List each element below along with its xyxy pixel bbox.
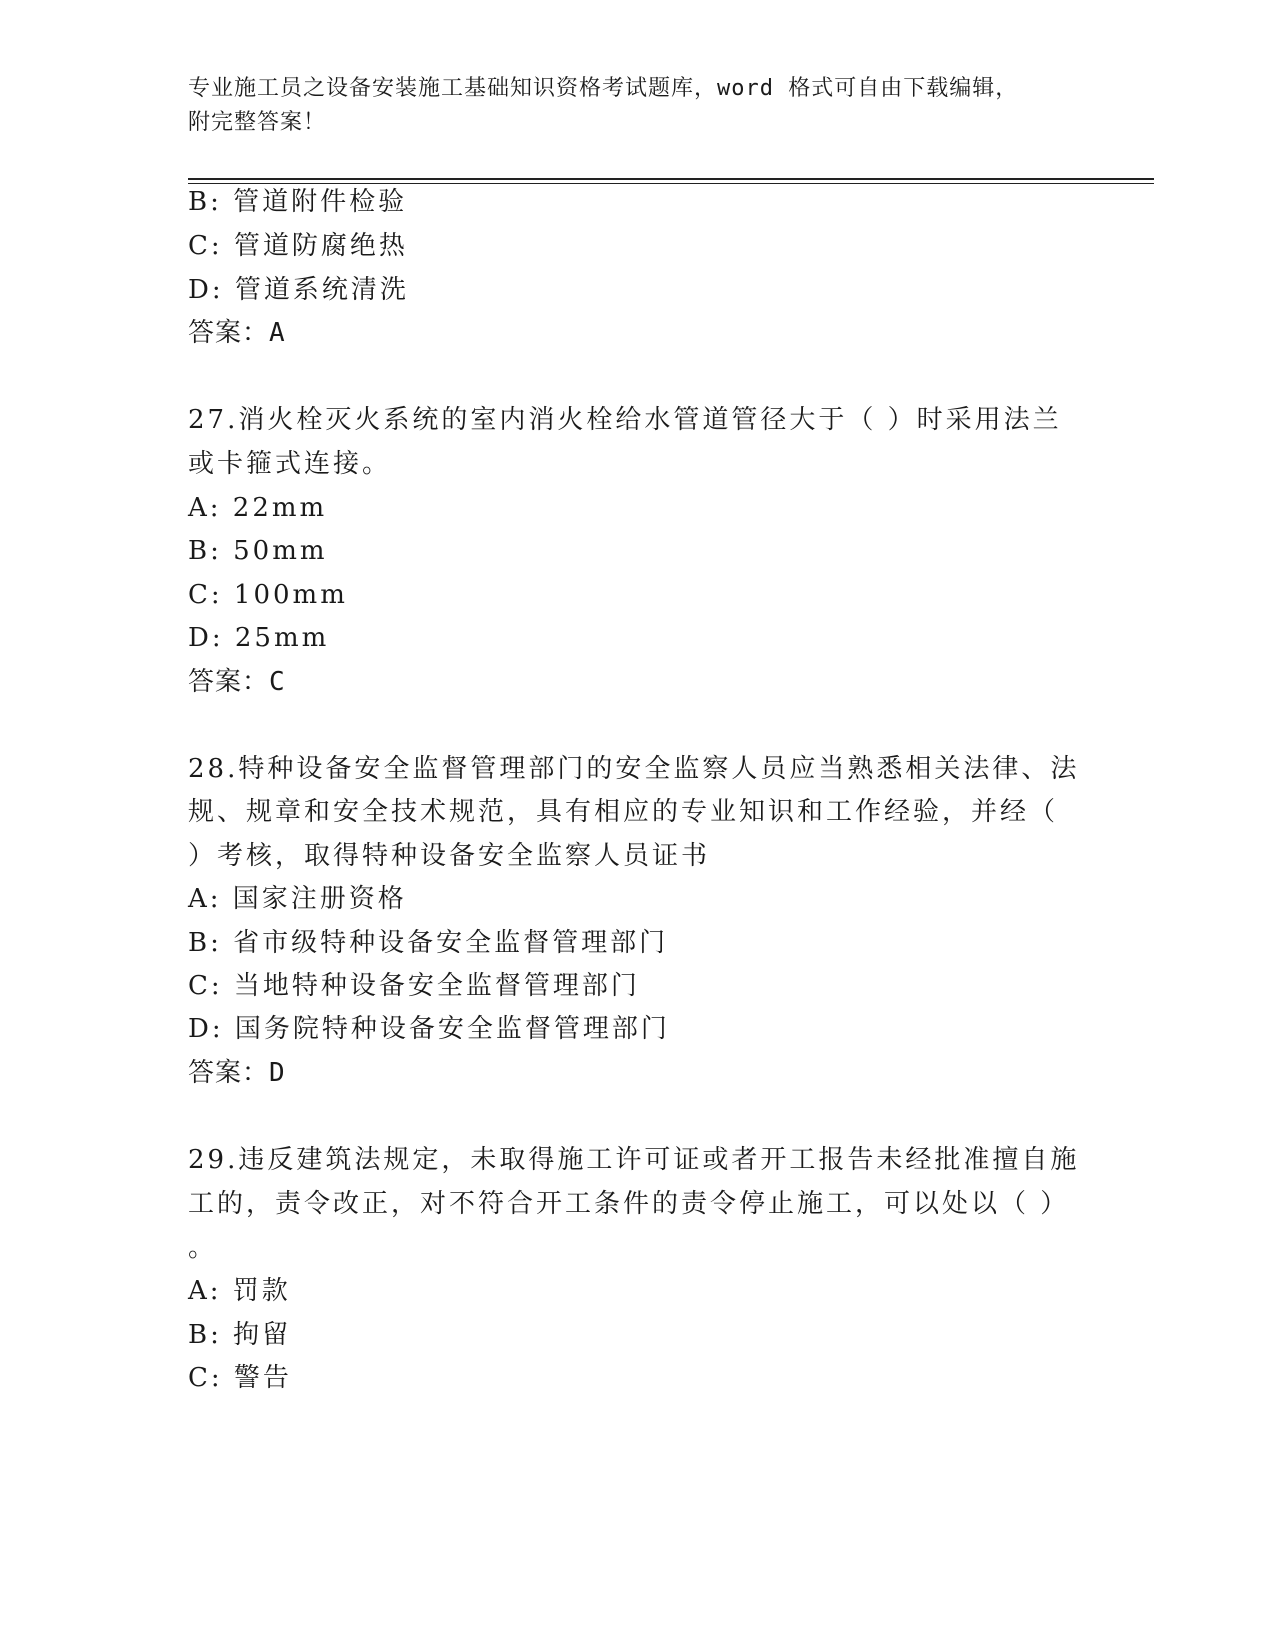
q28-option-c: C: 当地特种设备安全监督管理部门: [188, 971, 640, 1001]
q26-option-d: D: 管道系统清洗: [188, 275, 409, 305]
q29-stem-line-2: 工的，责令改正，对不符合开工条件的责令停止施工，可以处以（ ）: [188, 1189, 1070, 1219]
q28-stem-line-2: 规、规章和安全技术规范，具有相应的专业知识和工作经验，并经（: [188, 797, 1059, 827]
q26-answer: [188, 317, 286, 349]
q27-stem-line-2: 或卡箍式连接。: [188, 449, 392, 479]
q28-answer-label: 答案：: [188, 1058, 270, 1088]
q29-stem-line-3: 。: [188, 1233, 218, 1263]
q27-option-a: A: 22mm: [188, 493, 328, 523]
q27-answer-label: 答案：: [188, 667, 270, 697]
header-divider-thin: [188, 183, 1154, 184]
q28-answer: [188, 1057, 286, 1089]
q28-stem-line-1: 28.特种设备安全监督管理部门的安全监察人员应当熟悉相关法律、法: [188, 754, 1080, 784]
q27-option-b: B: 50mm: [188, 536, 328, 566]
q27-answer: [188, 666, 286, 698]
q27-option-c: C: 100mm: [188, 580, 348, 610]
q28-option-b: B: 省市级特种设备安全监督管理部门: [188, 928, 669, 958]
q28-option-a: A: 国家注册资格: [188, 884, 407, 914]
q26-option-b: B: 管道附件检验: [188, 187, 408, 217]
q26-option-c: C: 管道防腐绝热: [188, 231, 408, 261]
q29-stem-line-1: 29.违反建筑法规定，未取得施工许可证或者开工报告未经批准擅自施: [188, 1145, 1080, 1175]
q27-answer-value: C: [269, 667, 286, 697]
q28-stem-line-3: ）考核，取得特种设备安全监察人员证书: [188, 841, 711, 871]
q27-stem-line-1: 27.消火栓灭火系统的室内消火栓给水管道管径大于（ ）时采用法兰: [188, 405, 1062, 435]
header-line-1: 专业施工员之设备安装施工基础知识资格考试题库，word 格式可自由下载编辑，: [188, 76, 1019, 101]
header-line-2: 附完整答案！: [188, 110, 327, 135]
document-header: [188, 72, 1088, 140]
q29-option-c: C: 警告: [188, 1363, 292, 1393]
q28-answer-value: D: [269, 1058, 286, 1088]
q27-option-d: D: 25mm: [188, 623, 330, 653]
q26-answer-value: A: [269, 318, 286, 348]
q29-option-b: B: 拘留: [188, 1320, 292, 1350]
q29-option-a: A: 罚款: [188, 1276, 291, 1306]
q26-answer-label: 答案：: [188, 318, 270, 348]
header-divider-thick: [188, 178, 1154, 180]
q28-option-d: D: 国务院特种设备安全监督管理部门: [188, 1014, 670, 1044]
